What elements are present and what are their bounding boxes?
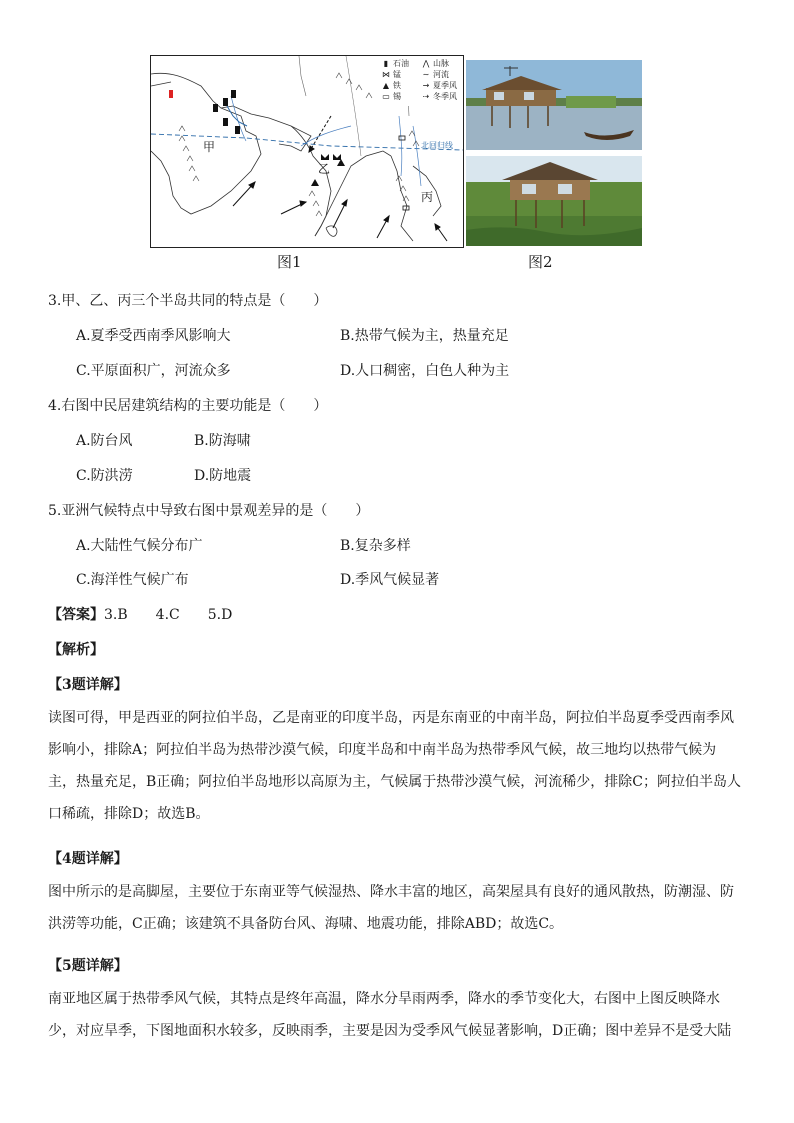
- legend-winter-wind: ⇢ 冬季风: [422, 92, 457, 101]
- oil-symbol-3: [231, 90, 236, 98]
- legend-mountains: ⋀ 山脉: [422, 59, 449, 68]
- oil-symbol-1: [213, 104, 218, 112]
- photo-dry-season: [466, 60, 642, 150]
- oil-symbol-5: [235, 126, 240, 134]
- detail-3-line-1: 读图可得，甲是西亚的阿拉伯半岛，乙是南亚的印度半岛，丙是东南亚的中南半岛，阿拉伯半岛夏季受西南季风: [48, 710, 734, 726]
- detail-3-line-4: 口稀疏，排除D；故选B。: [48, 806, 210, 822]
- summer-wind-head-2: [300, 201, 306, 206]
- oil-symbol-2: [223, 98, 228, 106]
- summer-wind-head-5: [435, 224, 440, 230]
- question-5-option-b: B.复杂多样: [340, 538, 411, 554]
- winter-wind-arrow-line: [309, 116, 331, 152]
- question-4-option-a: A.防台风: [76, 433, 133, 449]
- answer-3: 3.B: [104, 607, 128, 623]
- iron-icon: ▲: [382, 81, 390, 90]
- iron-symbol-2: [311, 179, 319, 186]
- map-legend: [379, 56, 463, 106]
- indochina-coast: [391, 156, 413, 241]
- mountain-icon: ⋀: [422, 59, 430, 68]
- answer-label: 【答案】: [48, 607, 104, 623]
- photo-rainy-season: [466, 156, 642, 246]
- detail-3-line-2: 影响小，排除A；阿拉伯半岛为热带沙漠气候，印度半岛和中南半岛为热带季风气候，故三地均以热带气候为: [48, 742, 717, 758]
- detail-3-title: 【3题详解】: [48, 677, 128, 693]
- dashed-arrow-icon: ⇢: [422, 92, 430, 101]
- mountains-western-ghats: [309, 191, 322, 216]
- label-jia: 甲: [203, 140, 216, 154]
- answer-5: 5.D: [207, 607, 233, 623]
- answer-4: 4.C: [155, 607, 180, 623]
- answer-line: [48, 604, 232, 624]
- mountains-himalaya: [336, 73, 372, 98]
- question-5-stem: 5.亚洲气候特点中导致右图中景观差异的是（ ）: [48, 503, 370, 519]
- detail-5-title: 【5题详解】: [48, 958, 128, 974]
- winter-wind-arrow-head: [309, 146, 314, 152]
- suez-marker: [169, 90, 173, 98]
- figure-area: [150, 55, 644, 275]
- legend-river: ∼ 河流: [422, 70, 449, 79]
- arrow-right-icon: →: [422, 81, 430, 90]
- gulf-mark: [227, 106, 247, 126]
- question-4-option-d: D.防地震: [194, 468, 252, 484]
- question-4-stem: 4.右图中民居建筑结构的主要功能是（ ）: [48, 398, 328, 414]
- summer-wind-head-3: [342, 200, 347, 206]
- river-4: [231, 96, 246, 141]
- mountains-indochina: [396, 131, 419, 201]
- label-yi: 乙: [318, 162, 331, 176]
- label-tropic-of-cancer: 北回归线: [421, 141, 453, 150]
- question-5-option-d: D.季风气候显著: [340, 572, 440, 588]
- med-coast: [151, 82, 171, 86]
- detail-3-text: [48, 702, 748, 830]
- question-3-option-d: D.人口稠密，白色人种为主: [340, 363, 510, 379]
- photo-rainy-season-drawing: [466, 156, 642, 246]
- longitude-line-3: [346, 56, 361, 156]
- question-3-stem: 3.甲、乙、丙三个半岛共同的特点是（ ）: [48, 293, 328, 309]
- legend-summer-wind: → 夏季风: [422, 81, 457, 90]
- question-5-option-a: A.大陆性气候分布广: [76, 538, 203, 554]
- persian-gulf-coast: [221, 106, 311, 151]
- river-icon: ∼: [422, 70, 430, 79]
- iron-symbol-1: [337, 159, 345, 166]
- detail-3-line-3: 主，热量充足，B正确；阿拉伯半岛地形以高原为主，气候属于热带沙漠气候，河流稀少，排除C；阿拉伯半岛人: [48, 774, 741, 790]
- oil-icon: ▮: [383, 59, 389, 68]
- legend-tin: ▭ 锡: [382, 92, 401, 101]
- question-3-option-b: B.热带气候为主，热量充足: [340, 328, 509, 344]
- question-5-option-c: C.海洋性气候广布: [76, 572, 189, 588]
- detail-5-line-1: 南亚地区属于热带季风气候，其特点是终年高温，降水分旱雨两季，降水的季节变化大，右图中上图反映降水: [48, 991, 720, 1007]
- stilt-house-photos: [466, 60, 642, 246]
- legend-iron: ▲ 铁: [382, 81, 401, 90]
- label-bing: 丙: [421, 190, 434, 204]
- manganese-icon: ⋈: [382, 70, 390, 79]
- summer-wind-head-4: [384, 216, 389, 222]
- detail-4-title: 【4题详解】: [48, 851, 128, 867]
- river-1: [301, 126, 351, 146]
- detail-4-line-2: 洪涝等功能，C正确；该建筑不具备防台风、海啸、地震功能，排除ABD；故选C。: [48, 916, 564, 932]
- question-3-option-c: C.平原面积广，河流众多: [76, 363, 231, 379]
- asia-map-figure1: [150, 55, 464, 248]
- caption-figure2: 图2: [528, 253, 553, 271]
- tin-icon: ▭: [382, 92, 390, 101]
- question-3-option-a: A.夏季受西南季风影响大: [76, 328, 231, 344]
- legend-manganese: ⋈ 锰: [382, 70, 401, 79]
- detail-4-line-1: 图中所示的是高脚屋，主要位于东南亚等气候湿热、降水丰富的地区，高架屋具有良好的通风散热，防潮湿、防: [48, 884, 734, 900]
- mountains-arabia: [179, 126, 199, 181]
- detail-5-text: [48, 983, 748, 1047]
- question-4-option-c: C.防洪涝: [76, 468, 133, 484]
- longitude-line-1: [299, 56, 306, 96]
- legend-oil: ▮ 石油: [381, 58, 409, 69]
- detail-5-line-2: 少，对应旱季，下图地面积水较多，反映雨季，主要是因为受季风气候显著影响，D正确；图中差异不是受大陆: [48, 1023, 732, 1039]
- question-4-option-b: B.防海啸: [194, 433, 251, 449]
- manganese-symbol-2: [333, 154, 341, 160]
- oil-symbol-4: [223, 118, 228, 126]
- analysis-label: 【解析】: [48, 642, 104, 658]
- sri-lanka: [326, 226, 337, 236]
- photo-dry-season-drawing: [466, 60, 642, 150]
- detail-4-text: [48, 876, 748, 940]
- caption-figure1: 图1: [277, 253, 302, 271]
- river-2: [399, 116, 402, 176]
- tin-symbol-1: [399, 136, 405, 140]
